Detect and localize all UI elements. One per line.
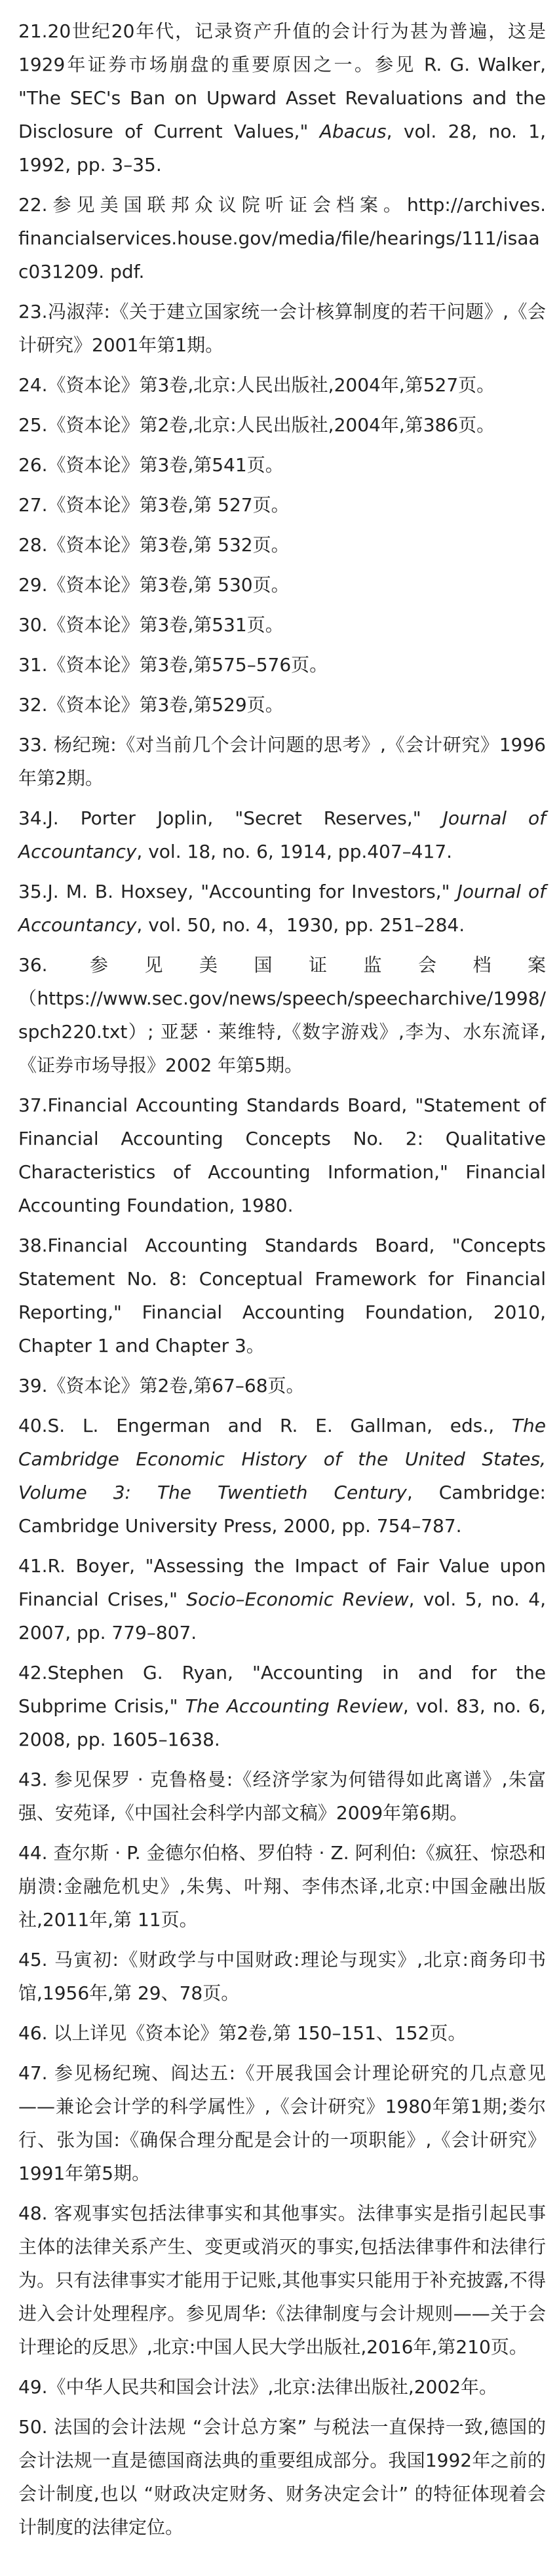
endnote-text: 30.《资本论》第3卷,第531页。 — [18, 614, 284, 636]
endnote-44 — [18, 1836, 546, 1936]
endnote-text: 49.《中华人民共和国会计法》,北京:法律出版社,2002年。 — [18, 2376, 498, 2398]
endnote-23 — [18, 295, 546, 362]
endnote-32 — [18, 688, 546, 721]
journal-title: The Accounting Review — [185, 1695, 403, 1717]
endnote-text: 47. 参见杨纪琬、阎达五:《开展我国会计理论研究的几点意见——兼论会计学的科学属性》,《会计研究》1980年第1期;娄尔行、张为国:《确保合理分配是会计的一项职能》,《会计研究》1991年第5期。 — [18, 2062, 546, 2184]
endnote-35 — [18, 875, 546, 942]
endnote-text: 33. 杨纪琬:《对当前几个会计问题的思考》,《会计研究》1996年第2期。 — [18, 734, 546, 789]
journal-title: Journal of Accountancy — [18, 881, 546, 936]
endnote-text: 25.《资本论》第2卷,北京:人民出版社,2004年,第386页。 — [18, 414, 495, 436]
endnote-text: 37.Financial Accounting Standards Board, "Statement of Financial Accounting Concepts No. 2: Qualitative Characteristics of Accounting Information," Financial Accounting Foundation, 1980. — [18, 1094, 546, 1216]
endnote-50 — [18, 2410, 546, 2544]
endnote-text: 50. 法国的会计法规 “会计总方案” 与税法一直保持一致,德国的会计法规一直是德国商法典的重要组成部分。我国1992年之前的会计制度,也以 “财政决定财务、财务决定会计” 的特征体现着会计制度的法律定位。 — [18, 2416, 546, 2538]
endnote-text: 34.J. Porter Joplin, "Secret Reserves," — [18, 807, 443, 829]
endnote-21 — [18, 14, 546, 182]
endnote-36 — [18, 948, 546, 1082]
endnote-text: 39.《资本论》第2卷,第67–68页。 — [18, 1375, 305, 1396]
endnote-citation-tail: , vol. 18, no. 6, 1914, pp.407–417. — [136, 841, 453, 862]
journal-title: Abacus — [319, 121, 387, 142]
endnote-39 — [18, 1369, 546, 1402]
endnote-citation-tail: , vol. 83, no. 6, 2008, pp. 1605–1638. — [18, 1695, 546, 1750]
endnote-text: 32.《资本论》第3卷,第529页。 — [18, 694, 284, 716]
endnote-46 — [18, 2016, 546, 2050]
endnote-40 — [18, 1409, 546, 1543]
endnote-41 — [18, 1549, 546, 1649]
endnote-25 — [18, 408, 546, 442]
endnote-29 — [18, 568, 546, 602]
endnote-45 — [18, 1943, 546, 2010]
endnote-43 — [18, 1763, 546, 1830]
endnote-text: 24.《资本论》第3卷,北京:人民出版社,2004年,第527页。 — [18, 374, 495, 396]
endnote-26 — [18, 448, 546, 482]
endnote-citation-tail: , vol. 5, no. 4, 2007, pp. 779–807. — [18, 1588, 547, 1644]
endnote-text: 26.《资本论》第3卷,第541页。 — [18, 454, 284, 476]
endnote-49 — [18, 2370, 546, 2404]
endnote-text: 41.R. Boyer, "Assessing the Impact of Fair Value upon Financial Crises," — [18, 1555, 546, 1610]
endnote-text: 40.S. L. Engerman and R. E. Gallman, eds., — [18, 1415, 512, 1436]
endnote-text: 43. 参见保罗 · 克鲁格曼:《经济学家为何错得如此离谱》,朱富强、安苑译,《中国社会科学内部文稿》2009年第6期。 — [18, 1769, 546, 1824]
endnote-47 — [18, 2056, 546, 2190]
endnote-text: 36. 参见美国证监会档案（https://www.sec.gov/news/speech/speecharchive/1998/spch220.txt）; 亚瑟 · 莱维特,《数字游戏》,李为、水东流译,《证券市场导报》2002 年第5期。 — [18, 954, 546, 1076]
journal-title: Journal of Accountancy — [18, 807, 547, 862]
endnote-48 — [18, 2197, 546, 2364]
endnote-text: 28.《资本论》第3卷,第 532页。 — [18, 534, 290, 556]
endnote-28 — [18, 528, 546, 562]
endnote-22 — [18, 188, 546, 288]
endnote-text: 31.《资本论》第3卷,第575–576页。 — [18, 654, 328, 676]
endnote-text: 21.20世纪20年代，记录资产升值的会计行为甚为普遍，这是1929年证券市场崩盘的重要原因之一。参见 R. G. Walker, "The SEC's Ban on Upward Asset Revaluations and the Disclosure of Current Values," — [18, 20, 546, 142]
endnote-text: 46. 以上详见《资本论》第2卷,第 150–151、152页。 — [18, 2022, 467, 2044]
journal-title: Socio–Economic Review — [186, 1588, 409, 1610]
endnote-27 — [18, 488, 546, 522]
endnote-text: 22.参见美国联邦众议院听证会档案。http://archives. financialservices.house.gov/media/file/hearings/111/isaac031209. pdf. — [18, 194, 546, 282]
endnote-34 — [18, 801, 546, 868]
endnote-text: 45. 马寅初:《财政学与中国财政:理论与现实》,北京:商务印书馆,1956年,第 29、78页。 — [18, 1949, 546, 2004]
endnote-30 — [18, 608, 546, 642]
endnote-text: 35.J. M. B. Hoxsey, "Accounting for Investors," — [18, 881, 457, 902]
endnote-citation-tail: , vol. 28, no. 1, 1992, pp. 3–35. — [18, 121, 546, 176]
endnote-text: 23.冯淑萍:《关于建立国家统一会计核算制度的若干问题》,《会计研究》2001年第1期。 — [18, 301, 546, 356]
endnote-31 — [18, 648, 546, 682]
endnote-text: 42.Stephen G. Ryan, "Accounting in and for the Subprime Crisis," — [18, 1662, 546, 1717]
endnote-text: 48. 客观事实包括法律事实和其他事实。法律事实是指引起民事主体的法律关系产生、变更或消灭的事实,包括法律事件和法律行为。只有法律事实才能用于记账,其他事实只能用于补充披露,不得进入会计处理程序。参见周华:《法律制度与会计规则——关于会计理论的反思》,北京:中国人民大学出版社,2016年,第210页。 — [18, 2202, 546, 2358]
endnote-42 — [18, 1656, 546, 1756]
endnote-text: 27.《资本论》第3卷,第 527页。 — [18, 494, 290, 516]
endnote-text: 38.Financial Accounting Standards Board, "Concepts Statement No. 8: Conceptual Framework for Financial Reporting," Financial Accounting Foundation, 2010, Chapter 1 and Chapter 3。 — [18, 1235, 546, 1356]
endnote-text: 29.《资本论》第3卷,第 530页。 — [18, 574, 290, 596]
endnote-33 — [18, 728, 546, 795]
endnote-text: 44. 查尔斯 · P. 金德尔伯格、罗伯特 · Z. 阿利伯:《疯狂、惊恐和崩溃:金融危机史》,朱隽、叶翔、李伟杰译,北京:中国金融出版社,2011年,第 11页。 — [18, 1842, 546, 1931]
endnote-24 — [18, 368, 546, 402]
endnote-37 — [18, 1088, 546, 1222]
endnote-citation-tail: , Cambridge: Cambridge University Press, 2000, pp. 754–787. — [18, 1482, 546, 1537]
endnote-citation-tail: , vol. 50, no. 4，1930, pp. 251–284. — [136, 914, 465, 936]
endnote-38 — [18, 1229, 546, 1362]
book-title: The Cambridge Economic History of the United States, Volume 3: The Twentieth Century — [18, 1415, 546, 1503]
